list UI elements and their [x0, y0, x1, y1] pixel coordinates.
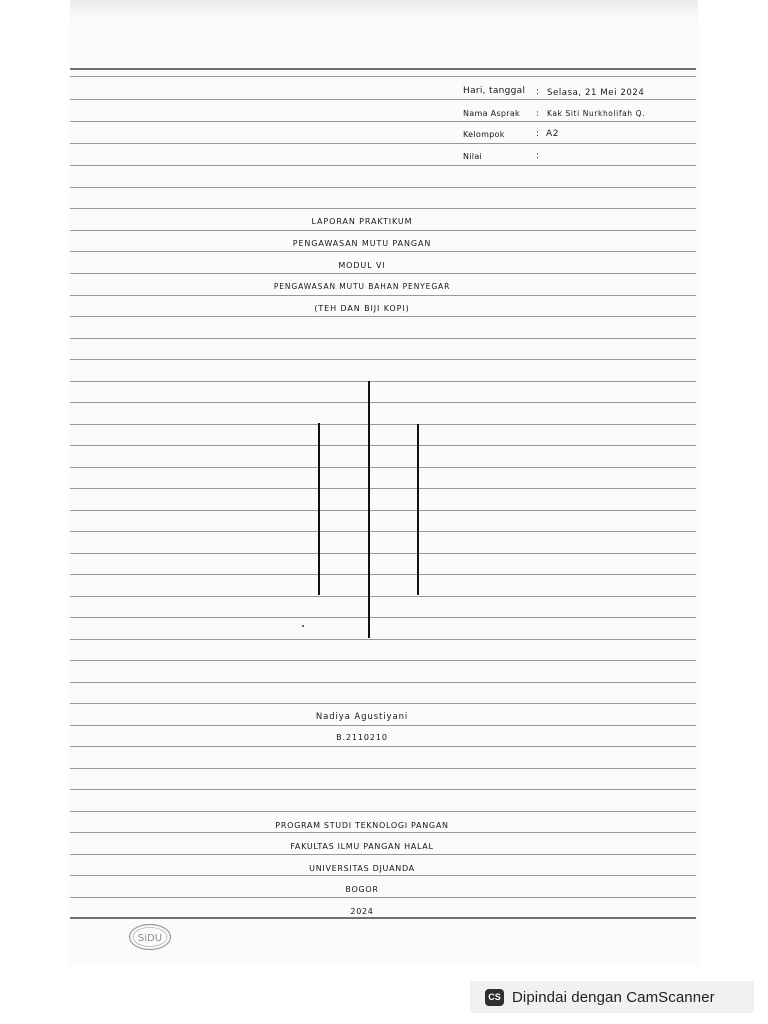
ruled-line [70, 359, 696, 360]
camscanner-watermark [470, 981, 754, 1013]
ruled-line [70, 338, 696, 339]
ruled-line [70, 811, 696, 812]
ruled-line [70, 682, 696, 683]
year: 2024 [350, 907, 374, 916]
ruled-line [70, 230, 696, 231]
ruled-line [70, 424, 696, 425]
ruled-line [70, 251, 696, 252]
ruled-line [70, 789, 696, 790]
ruled-line [70, 273, 696, 274]
group-colon: : [536, 129, 540, 139]
university: UNIVERSITAS DJUANDA [309, 864, 415, 873]
study-program: PROGRAM STUDI TEKNOLOGI PANGAN [275, 821, 449, 830]
ruled-line [70, 121, 696, 122]
ruled-line [70, 725, 696, 726]
ruled-line [70, 768, 696, 769]
assistant-name-label: Nama Asprak [463, 109, 520, 118]
ruled-line [70, 68, 696, 70]
camscanner-icon: CS [485, 989, 504, 1006]
day-date-label: Hari, tanggal [463, 86, 526, 96]
ruled-line [70, 488, 696, 489]
ruled-line [70, 639, 696, 640]
ruled-line [70, 402, 696, 403]
ruled-line [70, 703, 696, 704]
ruled-line [70, 854, 696, 855]
grade-colon: : [536, 151, 540, 161]
ruled-line [70, 143, 696, 144]
title-line-1: LAPORAN PRAKTIKUM [311, 217, 413, 226]
group-value: A2 [546, 129, 560, 139]
ruled-line [70, 531, 696, 532]
ruled-line [70, 875, 696, 876]
author-name: Nadiya Agustiyani [315, 712, 409, 722]
ink-dot [302, 625, 304, 627]
notebook-brand-stamp [128, 923, 172, 951]
ruled-line [70, 381, 696, 382]
day-date-colon: : [536, 87, 540, 97]
title-line-4: PENGAWASAN MUTU BAHAN PENYEGAR [273, 282, 451, 291]
ruled-line [70, 917, 696, 919]
student-id: B.2110210 [336, 733, 388, 742]
ruled-line [70, 208, 696, 209]
ruled-line [70, 187, 696, 188]
ruled-line [70, 832, 696, 833]
right-vertical-bar [417, 424, 419, 595]
ruled-line [70, 746, 696, 747]
ruled-line [70, 467, 696, 468]
ruled-line [70, 165, 696, 166]
center-vertical-bar [368, 381, 370, 638]
ruled-line [70, 596, 696, 597]
ruled-line [70, 99, 696, 100]
ruled-line [70, 553, 696, 554]
ruled-line [70, 295, 696, 296]
ruled-line [70, 897, 696, 898]
assistant-name-colon: : [536, 109, 540, 119]
title-line-3: MODUL VI [338, 261, 386, 270]
page-top-shadow [70, 0, 698, 18]
title-line-2: PENGAWASAN MUTU PANGAN [292, 239, 432, 248]
grade-label: Nilai [463, 152, 483, 161]
ruled-line [70, 574, 696, 575]
left-vertical-bar [318, 423, 320, 595]
camscanner-label: Dipindai dengan CamScanner [512, 988, 715, 1006]
title-line-5: (TEH DAN BIJI KOPI) [314, 304, 410, 313]
stamp-text: SiDU [137, 933, 163, 944]
ruled-line [70, 316, 696, 317]
day-date-value: Selasa, 21 Mei 2024 [547, 88, 645, 98]
group-label: Kelompok [463, 130, 505, 139]
ruled-line [70, 660, 696, 661]
assistant-name-value: Kak Siti Nurkholifah Q. [547, 109, 646, 118]
ruled-line [70, 76, 696, 77]
ruled-line [70, 510, 696, 511]
faculty: FAKULTAS ILMU PANGAN HALAL [290, 842, 434, 851]
ruled-line [70, 445, 696, 446]
ruled-line [70, 617, 696, 618]
city: BOGOR [345, 885, 379, 894]
